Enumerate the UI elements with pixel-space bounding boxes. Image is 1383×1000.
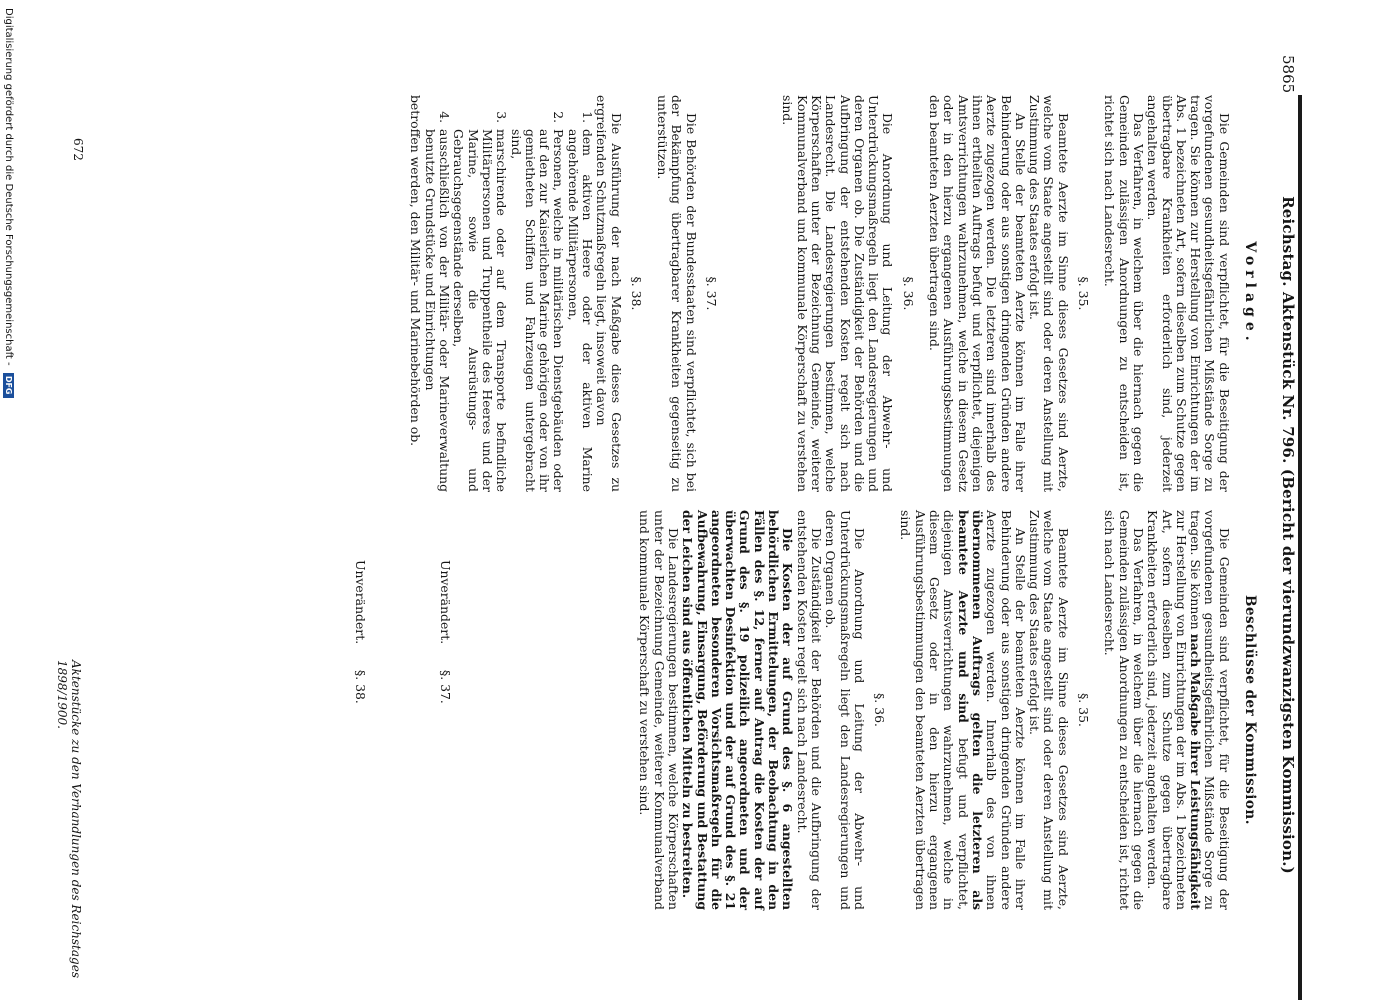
paragraph: Die Landesregierungen bestimmen, welche Körperschaften unter der Bezeichnung Gemeinde, weiterer Kommunalverband und kommunale Körperschaft zu verstehen sind. [637, 510, 682, 910]
paragraph-bold: Die Kosten der auf Grund des §. 6 angestellten behördlichen Ermittelungen, der Beobachtung in den Fällen des §. 12, ferner auf Antrag die Kosten der auf Grund des §. 19 polizeilich angeordneten und der überwachten Desinfektion und der auf Grund des §. 21 angeordneten besonderen Vorsichtsmaßregeln für die Aufbewahrung, Einsargung, Beförderung und Bestattung der Leichen sind aus öffentlichen Mitteln zu bestreiten. [680, 510, 796, 910]
paragraph: Die Ausführung der nach Maßgabe dieses Gesetzes zu ergreifenden Schutzmaßregeln liegt, insoweit davon [594, 95, 624, 492]
unchanged-label: Unverändert. [438, 560, 453, 645]
paragraph: Die Gemeinden sind verpflichtet, für die Beseitigung der vorgefundenen gesundheitsgefährlichen Mißstände Sorge zu tragen. Sie können zur Herstellung von Einrichtungen der im Abs. 1 bezeichneten Art, sofern dieselben zum Schutze gegen übertragbare Krankheiten erforderlich sind, jederzeit angehalten werden. [1145, 95, 1232, 492]
paragraph: Die Anordnung und Leitung der Abwehr- und Unterdrückungsmaßregeln liegt den Landesregierungen und deren Organen ob. Die Zuständigkeit der Behörden und die Aufbringung der entstehenden Kosten regelt sich nach Landesrecht. Die Landesregierungen bestimmen, welche Körperschaften unter der Bezeichnung Gemeinde, weiterer Kommunalverband und kommunale Körperschaft zu verstehen sind. [780, 95, 896, 492]
paragraph: betroffen werden, den Militär- und Marinebehörden ob. [408, 95, 424, 447]
list-item: 3. marschirende oder auf dem Transporte befindliche Militärpersonen und Truppentheile des Heeres und der Marine, sowie die Ausrüstungs- und Gebrauchsgegenstände derselben, [451, 127, 508, 492]
section-title: §. 37. [438, 670, 453, 704]
column-beschluesse [637, 510, 1265, 910]
text-run-bold: übernommenen Auftrags gelten die letzteren als beamtete Aerzte und sind [955, 510, 985, 910]
section-title: §. 38. [353, 670, 368, 704]
section-title: §. 35. [1076, 693, 1092, 727]
section-title: §. 36. [872, 693, 888, 727]
text-run: befugt und verpflichtet, diejenigen Amtsverrichtungen wahrzunehmen, welche in diesem Gesetz oder in den hierzu ergangenen Ausführungsbestimmungen den beamteten Aerzten übertragen sind. [898, 510, 971, 910]
paragraph: Die Gemeinden sind verpflichtet, für die Beseitigung der vorgefundenen gesundheitsgefährlichen Mißstände Sorge zu tragen. Sie können nach Maßgabe ihrer Leistungsfähigkeit zur Herstellung von Einrichtungen der im Abs. 1 bezeichneten Art, sofern dieselben zum Schutze gegen übertragbare Krankheiten erforderlich sind, jederzeit angehalten werden. [1145, 510, 1232, 910]
enumerated-list [422, 95, 594, 492]
text-run: An Stelle der beamteten Aerzte können im Falle ihrer Behinderung oder aus sonstigen dringenden Gründen andere Aerzte zugezogen werden. Innerhalb des von ihnen [984, 510, 1028, 910]
digitization-credit [0, 0, 17, 1000]
footer-page-number: 672 [71, 138, 85, 161]
paragraph: An Stelle der beamteten Aerzte können im Falle ihrer Behinderung oder aus sonstigen dringenden Gründen andere Aerzte zugezogen werden. Die letzteren sind innerhalb des ihnen ertheilten Auftrags befugt und verpflichtet, diejenigen Amtsverrichtungen wahrzunehmen, welche in diesem Gesetz oder in den hierzu ergangenen Ausführungsbestimmungen den beamteten Aerzten übertragen sind. [927, 95, 1028, 492]
paragraph: Die Zuständigkeit der Behörden und die Aufbringung der entstehenden Kosten regelt sich nach Landesrecht. [794, 510, 824, 910]
section-title: §. 36. [900, 276, 916, 311]
list-item: 2. Personen, welche in militärischen Dienstgebäuden oder auf den zur Kaiserlichen Marine gehörigen oder von ihr gemietheten Schiffen und Fahrzeugen untergebracht sind, [508, 127, 565, 492]
credit-text: Digitalisierung gefördert durch die Deutsche Forschungsgemeinschaft - [3, 8, 14, 366]
list-item: 1. dem aktiven Heere oder der aktiven Marine angehörende Militärpersonen, [565, 127, 594, 492]
section-title: §. 37. [704, 276, 720, 311]
section-title: §. 38. [628, 276, 644, 311]
list-item: 4. ausschließlich von der Militär- oder Marineverwaltung benutzte Grundstücke und Einrichtungen [422, 127, 451, 492]
paragraph: Beamtete Aerzte im Sinne dieses Gesetzes sind Aerzte, welche vom Staate angestellt sind oder deren Anstellung mit Zustimmung des Staates erfolgt ist. [1027, 95, 1071, 492]
paragraph: Das Verfahren, in welchem über die hiernach gegen die Gemeinden zulässigen Anordnungen zu entscheiden ist, richtet sich nach Landesrecht. [1102, 510, 1146, 910]
header-rule [1298, 95, 1302, 1000]
column-heading-beschluesse: Beschlüsse der Kommission. [1242, 595, 1258, 825]
paragraph: Die Anordnung und Leitung der Abwehr- und Unterdrückungsmaßregeln liegt den Landesregierungen und deren Organen ob. [823, 510, 867, 910]
paragraph: Die Behörden der Bundesstaaten sind verpflichtet, sich bei der Bekämpfung übertragbarer Krankheiten gegenseitig zu unterstützen. [655, 95, 699, 492]
column-heading-vorlage: Vorlage. [1242, 241, 1258, 346]
page-header-title: Reichstag. Aktenstück Nr. 796. (Bericht der vierundzwanzigsten Kommission.) [1279, 196, 1297, 874]
paragraph [898, 510, 1027, 910]
section-title: §. 35. [1076, 276, 1092, 311]
source-footer: Aktenstücke zu den Verhandlungen des Reichstages 1898/1900. [55, 660, 83, 978]
page-number: 5865 [1279, 55, 1297, 94]
column-vorlage [408, 95, 1265, 492]
paragraph: Beamtete Aerzte im Sinne dieses Gesetzes sind Aerzte, welche vom Staate angestellt sind oder deren Anstellung mit Zustimmung des Staates erfolgt ist. [1027, 510, 1071, 910]
paragraph: Das Verfahren, in welchem über die hiernach gegen die Gemeinden zulässigen Anordnungen zu entscheiden ist, richtet sich nach Landesrecht. [1102, 95, 1146, 492]
dfg-logo-icon: DFG [4, 373, 15, 398]
unchanged-label: Unverändert. [353, 560, 368, 645]
